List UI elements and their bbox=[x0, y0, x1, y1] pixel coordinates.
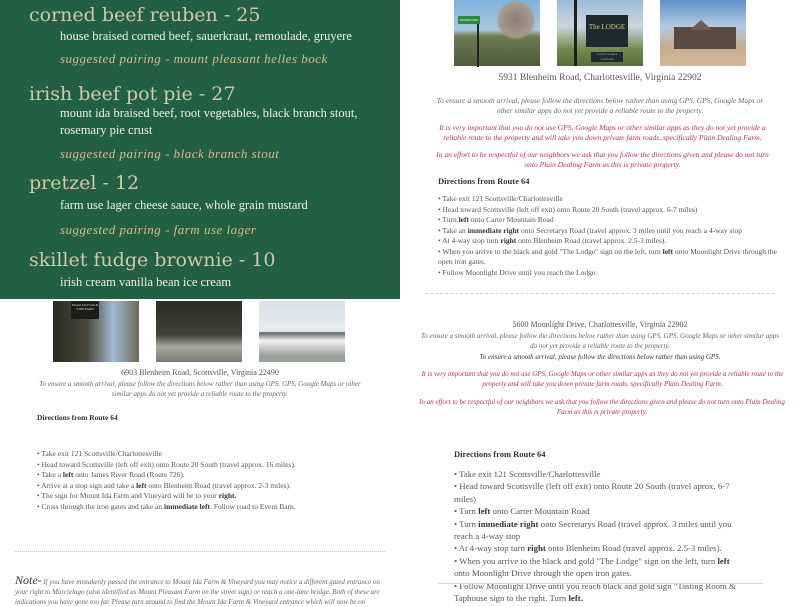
step-text: onto Blenheim Road (travel approx. 2-3 miles). bbox=[146, 480, 291, 490]
photo-moonlight-sign bbox=[454, 0, 540, 66]
step-text: Take a bbox=[41, 470, 63, 479]
direction-step bbox=[454, 480, 744, 505]
dish-pairing: suggested pairing - farm use lager bbox=[60, 222, 257, 237]
taproom-address: 5600 Moonlight Drive, Charlottesville, Virginia 22902 bbox=[512, 320, 688, 329]
taproom-warning: It is very important that you do not use GPS, Google Maps or other similar apps as they do not yet provide a reliable route to the property and will take you down private farm roads, specifically Plain Dealing Farm. bbox=[421, 370, 784, 388]
dish-description: mount ida braised beef, root vegetables, black branch stout, rosemary pie crust bbox=[60, 106, 358, 137]
photo-lodge-sign bbox=[557, 0, 643, 66]
step-text: onto Moonlight Drive through the open iron gates. bbox=[454, 568, 632, 579]
direction-step bbox=[37, 460, 377, 471]
step-text: onto Moonlight Drive through the open iron gates. bbox=[438, 246, 777, 266]
step-emphasis: immediate left bbox=[164, 501, 211, 511]
direction-step bbox=[37, 470, 377, 481]
direction-step bbox=[454, 542, 744, 554]
lodge-directions-heading: Directions from Route 64 bbox=[438, 176, 530, 186]
step-text: onto Blenheim Road (travel approx. 2.5-3 miles). bbox=[516, 236, 667, 245]
direction-step bbox=[37, 502, 377, 513]
step-emphasis: left bbox=[478, 506, 491, 517]
step-emphasis: left bbox=[458, 215, 469, 224]
step-text: Follow Moonlight Drive until you reach black and gold sign "Tasting Room & Taphouse sign to the right. Turn bbox=[454, 580, 736, 604]
step-text: Take exit 121 Scottsville/Charlottesville bbox=[459, 469, 601, 479]
lodge-warning: It is very important that you do not use GPS, Google Maps or other similar apps as they do not yet provide a reliable route to the property and will take you down private farm roads, specifically Plain Dealing Farm. bbox=[439, 123, 766, 142]
farm-directions-heading: Directions from Route 64 bbox=[37, 413, 118, 422]
lodge-address: 5931 Blenheim Road, Charlottesville, Virginia 22902 bbox=[498, 73, 702, 83]
step-emphasis: immediate right bbox=[478, 518, 539, 529]
step-emphasis: left bbox=[62, 470, 74, 479]
dish-description: house braised corned beef, sauerkraut, remoulade, gruyere bbox=[60, 29, 352, 43]
lodge-sign: The LODGE bbox=[586, 15, 628, 47]
direction-step bbox=[438, 215, 778, 226]
dish-title: irish beef pot pie - 27 bbox=[29, 83, 236, 105]
step-text: Head toward Scottsville (left off exit) onto Route 20 South (travel aprox. 6-7 miles) bbox=[454, 481, 730, 504]
divider bbox=[15, 551, 385, 552]
divider bbox=[425, 293, 775, 294]
farm-sign: Mount Ida Farm & VINEYARD bbox=[71, 301, 99, 319]
menu-panel bbox=[0, 0, 400, 299]
step-text: Turn bbox=[442, 215, 459, 224]
step-text: Head toward Scottsville (left off exit) onto Route 20 South (travel approx. 6-7 miles) bbox=[442, 204, 698, 214]
step-text: Head toward Scottsville (left off exit) onto Route 20 South (travel approx. 16 miles). bbox=[41, 459, 296, 469]
step-text: onto Carter Mountain Road bbox=[469, 215, 554, 224]
direction-step bbox=[438, 247, 778, 268]
photo-farm-sign bbox=[53, 301, 139, 362]
step-text: . Follow road to Event Barn. bbox=[210, 501, 296, 511]
dish-title: pretzel - 12 bbox=[29, 172, 140, 194]
step-text: At 4-way stop turn bbox=[442, 236, 501, 245]
step-text: At 4-way stop turn bbox=[458, 543, 528, 554]
direction-step bbox=[438, 194, 778, 205]
step-text: Take an bbox=[442, 225, 468, 235]
step-text: When you arrive to the black and gold "The Lodge" sign on the left, turn bbox=[442, 246, 663, 256]
step-emphasis: right bbox=[500, 236, 517, 245]
direction-step bbox=[438, 226, 778, 237]
taproom-directions-heading: Directions from Route 64 bbox=[454, 449, 546, 459]
photo-lodge-building bbox=[660, 0, 746, 66]
step-text: Follow Moonlight Drive until you reach the Lodge. bbox=[442, 267, 598, 277]
divider bbox=[438, 583, 763, 584]
lodge-directions-list bbox=[438, 194, 778, 278]
taproom-respect: In an effort to be respectful of our neighbors we ask that you follow the directions given and please do not turn onto Plain Dealing Farm as this is private property. bbox=[419, 398, 785, 416]
farm-notice: To ensure a smooth arrival, please follow the directions below rather than using GPS. GPS, Google Maps or other similar apps do not yet provide a reliable route to the property. bbox=[39, 380, 361, 398]
dish-description: irish cream vanilla bean ice cream bbox=[60, 275, 232, 289]
step-text: onto Blenheim Road (travel approx. 2.5-3 miles). bbox=[545, 543, 722, 554]
dish-title: skillet fudge brownie - 10 bbox=[29, 249, 276, 271]
direction-step bbox=[37, 481, 377, 492]
farm-note bbox=[15, 573, 387, 606]
farm-address: 6903 Blenheim Road, Scottsville, Virginia 22490 bbox=[121, 368, 279, 377]
step-text: Take exit 121 Scottsville/Charlottesville bbox=[41, 449, 162, 458]
direction-step bbox=[37, 449, 377, 460]
step-text: Cross through the iron gates and take an bbox=[41, 501, 164, 511]
lodge-sub-sign: TASTING ROOM & TAPHOUSE bbox=[591, 52, 623, 62]
dish-title: corned beef reuben - 25 bbox=[29, 4, 261, 26]
step-emphasis: left bbox=[717, 555, 730, 566]
note-label: Note- bbox=[15, 573, 42, 587]
direction-step bbox=[438, 268, 778, 279]
step-text: Take exit 121 Scottsville/Charlottesville bbox=[442, 194, 563, 203]
dish-description: farm use lager cheese sauce, whole grain mustard bbox=[60, 198, 308, 212]
farm-directions-list bbox=[37, 449, 377, 512]
step-text: onto Secretarys Road (travel approx. 3 miles until you reach a 4-way stop bbox=[454, 518, 732, 542]
taproom-notice-short: To ensure a smooth arrival, please follow the directions below rather than using GPS. bbox=[479, 353, 721, 361]
taproom-notice: To ensure a smooth arrival, please follow the directions below rather than using GPS. GPS, Google Maps or other similar apps do not yet provide a reliable route to the property. bbox=[421, 332, 779, 350]
step-text: onto James River Road (Route 726). bbox=[73, 470, 185, 479]
direction-step bbox=[438, 205, 778, 216]
step-emphasis: left bbox=[136, 480, 147, 490]
direction-step bbox=[454, 555, 744, 580]
photo-farm-gate bbox=[156, 301, 242, 362]
street-sign: MOONLIGHT bbox=[459, 18, 479, 22]
direction-step bbox=[438, 236, 778, 247]
step-emphasis: left. bbox=[568, 593, 583, 604]
step-text: When you arrive to the black and gold "The Lodge" sign on the left, turn bbox=[459, 555, 718, 566]
dish-pairing: suggested pairing - mount pleasant helles bock bbox=[60, 51, 328, 66]
step-text: Turn bbox=[459, 518, 479, 529]
lodge-respect: In an effort to be respectful of our neighbors we ask that you follow the directions given and please do not turn onto Plain Dealing Farm as this is private property. bbox=[436, 150, 769, 169]
step-text: Arrive at a stop sign and take a bbox=[41, 480, 137, 490]
direction-step bbox=[37, 491, 377, 502]
lodge-notice: To ensure a smooth arrival, please follow the directions below rather than using GPS. GPS, Google Maps or other similar apps do not yet provide a reliable route to the property. bbox=[436, 96, 764, 115]
dish-pairing: suggested pairing - black branch stout bbox=[60, 146, 280, 161]
step-emphasis: right. bbox=[218, 491, 237, 500]
photo-event-barn bbox=[259, 301, 345, 362]
step-text: onto Carter Mountain Road bbox=[490, 506, 590, 517]
step-emphasis: immediate right bbox=[467, 225, 520, 235]
note-text: If you have mistakenly passed the entrance to Mount Ida Farm & Vineyard you may notice a different gated entrance on your right to Murcielago (also identified as Mount Pleasant Farm on the street sign) or reach a one-lane bridge. Both of these are indications you have gone too far. Please turn around to find the Mount Ida Farm & Vineyard entrance which will now be on bbox=[15, 578, 380, 606]
direction-step bbox=[454, 518, 744, 543]
step-text: Turn bbox=[459, 506, 479, 517]
direction-step bbox=[454, 468, 744, 480]
step-text: onto Secretarys Road (travel approx. 3 miles until you reach a 4-way stop bbox=[519, 225, 742, 235]
direction-step bbox=[454, 505, 744, 517]
step-emphasis: left bbox=[662, 246, 674, 256]
step-emphasis: right bbox=[527, 543, 546, 554]
step-text: The sign for Mount Ida Farm and Vineyard will be to your bbox=[41, 491, 219, 500]
